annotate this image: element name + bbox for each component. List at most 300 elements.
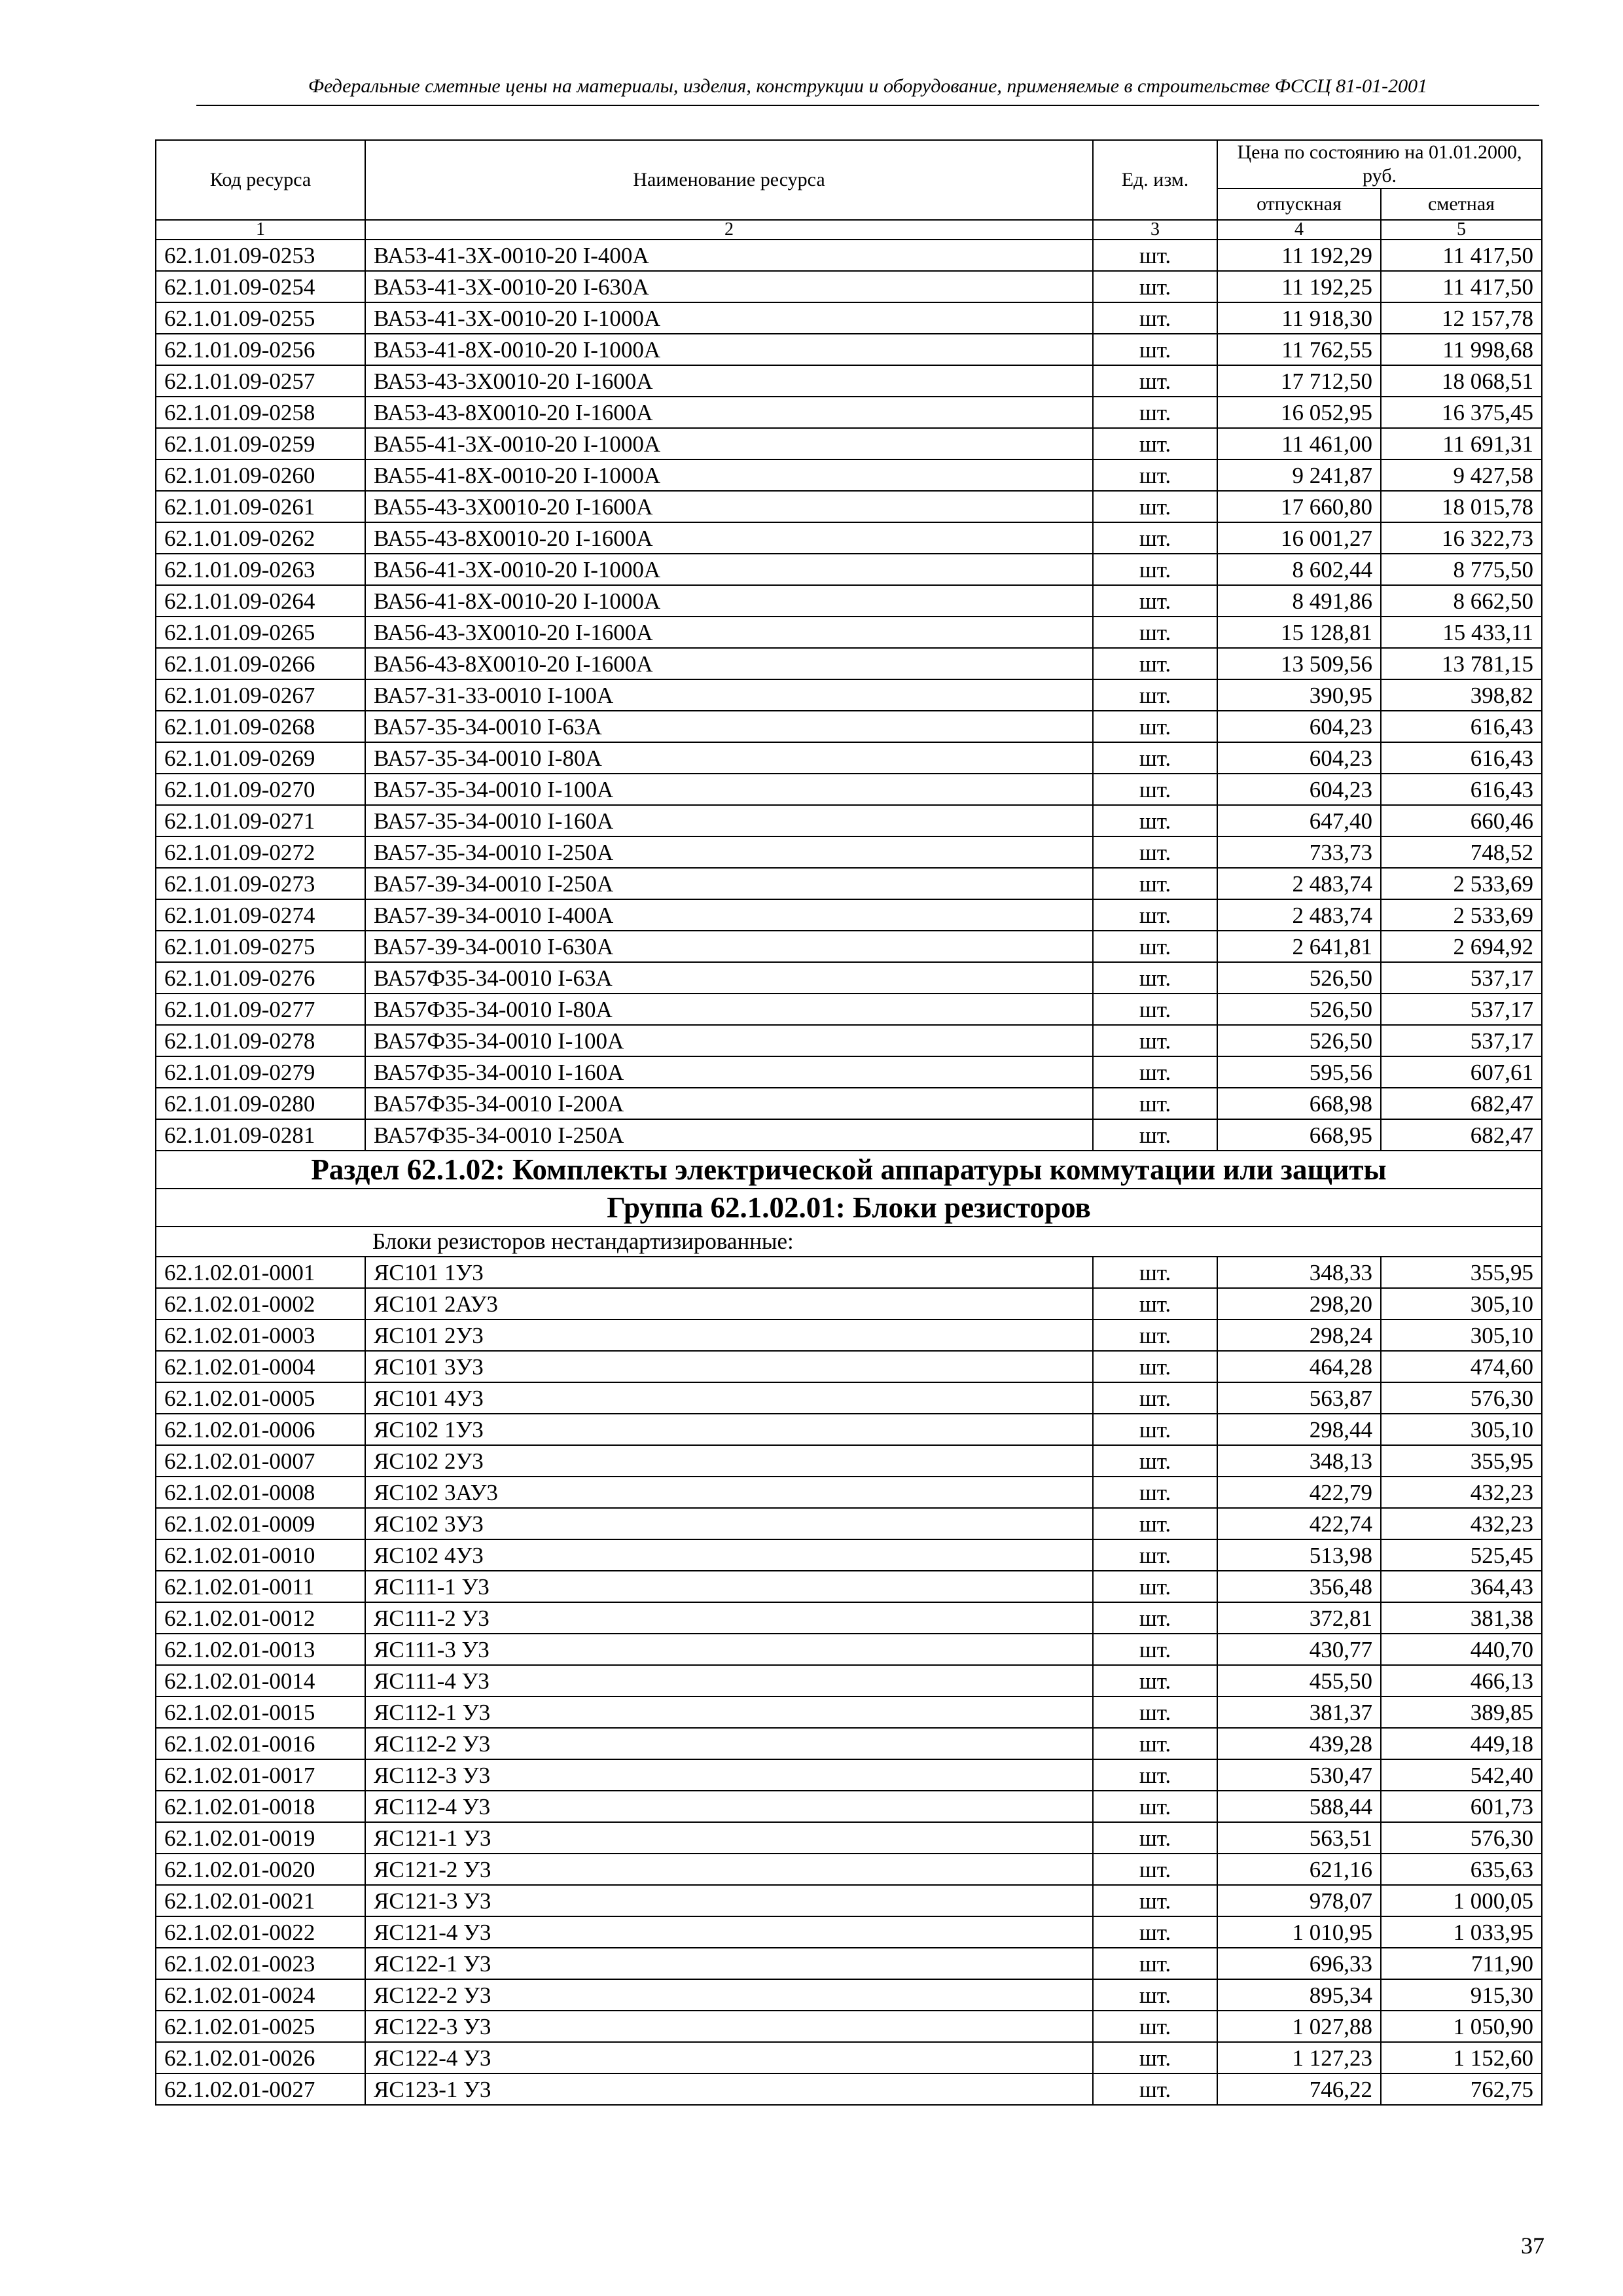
cell-name: ЯС101 4У3 (365, 1382, 1093, 1414)
table-row (156, 931, 1542, 962)
cell-release-price: 8 491,86 (1217, 585, 1381, 617)
cell-release-price: 430,77 (1217, 1634, 1381, 1665)
cell-estimate-price: 8 662,50 (1381, 585, 1542, 617)
table-row (156, 428, 1542, 459)
cell-release-price: 595,56 (1217, 1056, 1381, 1088)
column-numbers-row (156, 220, 1542, 240)
cell-code: 62.1.01.09-0273 (156, 868, 365, 899)
cell-name: ВА56-41-8Х-0010-20 I-1000А (365, 585, 1093, 617)
table-row (156, 1477, 1542, 1508)
cell-estimate-price: 601,73 (1381, 1791, 1542, 1822)
table-row (156, 1119, 1542, 1151)
cell-code: 62.1.01.09-0258 (156, 397, 365, 428)
cell-release-price: 381,37 (1217, 1696, 1381, 1728)
cell-code: 62.1.01.09-0271 (156, 805, 365, 836)
cell-unit: шт. (1093, 271, 1217, 302)
table-row (156, 679, 1542, 711)
table-row (156, 2011, 1542, 2042)
cell-name: ВА57Ф35-34-0010 I-160А (365, 1056, 1093, 1088)
cell-release-price: 978,07 (1217, 1885, 1381, 1916)
cell-name: ЯС102 4У3 (365, 1539, 1093, 1571)
cell-name: ВА56-43-8Х0010-20 I-1600А (365, 648, 1093, 679)
cell-estimate-price: 466,13 (1381, 1665, 1542, 1696)
table-row (156, 1539, 1542, 1571)
cell-name: ЯС111-1 У3 (365, 1571, 1093, 1602)
table-row (156, 1885, 1542, 1916)
cell-release-price: 604,23 (1217, 774, 1381, 805)
cell-name: ВА55-41-8Х-0010-20 I-1000А (365, 459, 1093, 491)
cell-name: ВА57Ф35-34-0010 I-200А (365, 1088, 1093, 1119)
cell-estimate-price: 576,30 (1381, 1822, 1542, 1854)
cell-unit: шт. (1093, 1088, 1217, 1119)
cell-name: ВА55-43-8Х0010-20 I-1600А (365, 522, 1093, 554)
table-row (156, 1728, 1542, 1759)
cell-code: 62.1.01.09-0266 (156, 648, 365, 679)
table-row (156, 1056, 1542, 1088)
cell-estimate-price: 616,43 (1381, 774, 1542, 805)
table-row (156, 1445, 1542, 1477)
cell-unit: шт. (1093, 1885, 1217, 1916)
cell-code: 62.1.02.01-0018 (156, 1791, 365, 1822)
cell-name: ВА57-39-34-0010 I-630А (365, 931, 1093, 962)
cell-code: 62.1.02.01-0015 (156, 1696, 365, 1728)
cell-release-price: 11 762,55 (1217, 334, 1381, 365)
cell-release-price: 298,44 (1217, 1414, 1381, 1445)
table-row (156, 742, 1542, 774)
cell-unit: шт. (1093, 1822, 1217, 1854)
cell-release-price: 563,87 (1217, 1382, 1381, 1414)
cell-unit: шт. (1093, 240, 1217, 271)
table-row (156, 2073, 1542, 2105)
cell-release-price: 895,34 (1217, 1979, 1381, 2011)
cell-code: 62.1.02.01-0008 (156, 1477, 365, 1508)
cell-estimate-price: 537,17 (1381, 994, 1542, 1025)
section-title-row (156, 1151, 1542, 1189)
cell-estimate-price: 1 050,90 (1381, 2011, 1542, 2042)
cell-estimate-price: 474,60 (1381, 1351, 1542, 1382)
cell-unit: шт. (1093, 1351, 1217, 1382)
cell-release-price: 455,50 (1217, 1665, 1381, 1696)
cell-unit: шт. (1093, 1979, 1217, 2011)
cell-name: ЯС122-4 У3 (365, 2042, 1093, 2073)
cell-release-price: 348,13 (1217, 1445, 1381, 1477)
cell-code: 62.1.01.09-0254 (156, 271, 365, 302)
cell-code: 62.1.02.01-0005 (156, 1382, 365, 1414)
group-title-row (156, 1189, 1542, 1227)
cell-unit: шт. (1093, 1665, 1217, 1696)
cell-unit: шт. (1093, 1288, 1217, 1319)
cell-estimate-price: 18 015,78 (1381, 491, 1542, 522)
table-row (156, 774, 1542, 805)
cell-code: 62.1.02.01-0011 (156, 1571, 365, 1602)
table-row (156, 1822, 1542, 1854)
table-row (156, 617, 1542, 648)
cell-release-price: 746,22 (1217, 2073, 1381, 2105)
cell-release-price: 604,23 (1217, 742, 1381, 774)
cell-estimate-price: 12 157,78 (1381, 302, 1542, 334)
cell-code: 62.1.02.01-0010 (156, 1539, 365, 1571)
cell-name: ЯС121-2 У3 (365, 1854, 1093, 1885)
cell-release-price: 2 641,81 (1217, 931, 1381, 962)
table-row (156, 397, 1542, 428)
cell-name: ЯС111-4 У3 (365, 1665, 1093, 1696)
table-row (156, 1319, 1542, 1351)
cell-estimate-price: 915,30 (1381, 1979, 1542, 2011)
cell-code: 62.1.01.09-0263 (156, 554, 365, 585)
cell-estimate-price: 1 033,95 (1381, 1916, 1542, 1948)
cell-unit: шт. (1093, 1119, 1217, 1151)
cell-estimate-price: 355,95 (1381, 1257, 1542, 1288)
cell-estimate-price: 440,70 (1381, 1634, 1542, 1665)
cell-estimate-price: 449,18 (1381, 1728, 1542, 1759)
cell-release-price: 526,50 (1217, 962, 1381, 994)
cell-release-price: 15 128,81 (1217, 617, 1381, 648)
cell-name: ВА55-41-3Х-0010-20 I-1000А (365, 428, 1093, 459)
cell-code: 62.1.01.09-0270 (156, 774, 365, 805)
cell-code: 62.1.02.01-0023 (156, 1948, 365, 1979)
table-row (156, 1979, 1542, 2011)
cell-name: ВА57-39-34-0010 I-250А (365, 868, 1093, 899)
cell-code: 62.1.02.01-0012 (156, 1602, 365, 1634)
cell-name: ЯС112-3 У3 (365, 1759, 1093, 1791)
cell-unit: шт. (1093, 711, 1217, 742)
cell-unit: шт. (1093, 302, 1217, 334)
table-row (156, 271, 1542, 302)
cell-release-price: 390,95 (1217, 679, 1381, 711)
cell-code: 62.1.02.01-0027 (156, 2073, 365, 2105)
cell-code: 62.1.02.01-0003 (156, 1319, 365, 1351)
column-header-unit: Ед. изм. (1093, 140, 1217, 220)
table-row (156, 836, 1542, 868)
cell-name: ЯС111-2 У3 (365, 1602, 1093, 1634)
table-row (156, 1634, 1542, 1665)
cell-code: 62.1.02.01-0026 (156, 2042, 365, 2073)
cell-unit: шт. (1093, 774, 1217, 805)
table-body-section-02 (156, 1257, 1542, 2105)
table-row (156, 1854, 1542, 1885)
cell-release-price: 11 192,29 (1217, 240, 1381, 271)
cell-release-price: 422,74 (1217, 1508, 1381, 1539)
cell-unit: шт. (1093, 1916, 1217, 1948)
table-row (156, 1948, 1542, 1979)
cell-unit: шт. (1093, 1539, 1217, 1571)
cell-estimate-price: 381,38 (1381, 1602, 1542, 1634)
cell-unit: шт. (1093, 836, 1217, 868)
cell-unit: шт. (1093, 1759, 1217, 1791)
cell-unit: шт. (1093, 585, 1217, 617)
cell-unit: шт. (1093, 1025, 1217, 1056)
cell-code: 62.1.01.09-0264 (156, 585, 365, 617)
cell-name: ЯС101 2АУ3 (365, 1288, 1093, 1319)
cell-name: ЯС112-1 У3 (365, 1696, 1093, 1728)
cell-name: ЯС101 2У3 (365, 1319, 1093, 1351)
cell-name: ЯС123-1 У3 (365, 2073, 1093, 2105)
cell-unit: шт. (1093, 1056, 1217, 1088)
column-number: 4 (1217, 220, 1381, 240)
cell-release-price: 9 241,87 (1217, 459, 1381, 491)
column-header-name: Наименование ресурса (365, 140, 1093, 220)
cell-name: ЯС111-3 У3 (365, 1634, 1093, 1665)
cell-code: 62.1.01.09-0260 (156, 459, 365, 491)
cell-estimate-price: 748,52 (1381, 836, 1542, 868)
cell-code: 62.1.01.09-0272 (156, 836, 365, 868)
cell-release-price: 588,44 (1217, 1791, 1381, 1822)
cell-release-price: 2 483,74 (1217, 868, 1381, 899)
cell-code: 62.1.02.01-0025 (156, 2011, 365, 2042)
cell-estimate-price: 711,90 (1381, 1948, 1542, 1979)
cell-release-price: 526,50 (1217, 1025, 1381, 1056)
cell-name: ВА53-41-3Х-0010-20 I-1000А (365, 302, 1093, 334)
column-number: 5 (1381, 220, 1542, 240)
cell-name: ВА57-35-34-0010 I-80А (365, 742, 1093, 774)
cell-name: ВА53-43-3Х0010-20 I-1600А (365, 365, 1093, 397)
cell-estimate-price: 660,46 (1381, 805, 1542, 836)
cell-unit: шт. (1093, 1696, 1217, 1728)
cell-release-price: 647,40 (1217, 805, 1381, 836)
cell-name: ВА53-41-8Х-0010-20 I-1000А (365, 334, 1093, 365)
cell-name: ВА53-41-3Х-0010-20 I-400А (365, 240, 1093, 271)
cell-release-price: 604,23 (1217, 711, 1381, 742)
cell-unit: шт. (1093, 554, 1217, 585)
cell-code: 62.1.02.01-0009 (156, 1508, 365, 1539)
table-row (156, 334, 1542, 365)
cell-estimate-price: 389,85 (1381, 1696, 1542, 1728)
cell-code: 62.1.01.09-0279 (156, 1056, 365, 1088)
subheading: Блоки резисторов нестандартизированные: (156, 1227, 1542, 1257)
column-number: 1 (156, 220, 365, 240)
cell-estimate-price: 364,43 (1381, 1571, 1542, 1602)
table-row (156, 459, 1542, 491)
cell-unit: шт. (1093, 1319, 1217, 1351)
cell-unit: шт. (1093, 931, 1217, 962)
cell-estimate-price: 9 427,58 (1381, 459, 1542, 491)
table-row (156, 1288, 1542, 1319)
cell-release-price: 356,48 (1217, 1571, 1381, 1602)
cell-estimate-price: 11 691,31 (1381, 428, 1542, 459)
cell-estimate-price: 2 533,69 (1381, 868, 1542, 899)
cell-name: ВА57-31-33-0010 I-100А (365, 679, 1093, 711)
cell-estimate-price: 305,10 (1381, 1319, 1542, 1351)
table-row (156, 302, 1542, 334)
cell-estimate-price: 398,82 (1381, 679, 1542, 711)
cell-name: ВА57Ф35-34-0010 I-250А (365, 1119, 1093, 1151)
cell-release-price: 16 052,95 (1217, 397, 1381, 428)
cell-name: ВА53-43-8Х0010-20 I-1600А (365, 397, 1093, 428)
cell-name: ВА57-39-34-0010 I-400А (365, 899, 1093, 931)
cell-estimate-price: 576,30 (1381, 1382, 1542, 1414)
cell-name: ЯС122-2 У3 (365, 1979, 1093, 2011)
cell-estimate-price: 13 781,15 (1381, 648, 1542, 679)
table-row (156, 1696, 1542, 1728)
cell-release-price: 298,24 (1217, 1319, 1381, 1351)
cell-code: 62.1.01.09-0275 (156, 931, 365, 962)
table-row (156, 868, 1542, 899)
table-row (156, 1025, 1542, 1056)
cell-code: 62.1.01.09-0278 (156, 1025, 365, 1056)
cell-name: ЯС102 1У3 (365, 1414, 1093, 1445)
cell-estimate-price: 432,23 (1381, 1508, 1542, 1539)
cell-code: 62.1.02.01-0017 (156, 1759, 365, 1791)
cell-release-price: 298,20 (1217, 1288, 1381, 1319)
cell-release-price: 439,28 (1217, 1728, 1381, 1759)
cell-unit: шт. (1093, 1854, 1217, 1885)
cell-code: 62.1.02.01-0014 (156, 1665, 365, 1696)
cell-name: ЯС102 2У3 (365, 1445, 1093, 1477)
table-row (156, 1791, 1542, 1822)
cell-estimate-price: 16 322,73 (1381, 522, 1542, 554)
cell-code: 62.1.01.09-0280 (156, 1088, 365, 1119)
cell-code: 62.1.02.01-0004 (156, 1351, 365, 1382)
cell-unit: шт. (1093, 868, 1217, 899)
cell-estimate-price: 2 533,69 (1381, 899, 1542, 931)
cell-release-price: 17 660,80 (1217, 491, 1381, 522)
table-row (156, 491, 1542, 522)
cell-release-price: 348,33 (1217, 1257, 1381, 1288)
cell-code: 62.1.01.09-0262 (156, 522, 365, 554)
cell-estimate-price: 305,10 (1381, 1288, 1542, 1319)
cell-unit: шт. (1093, 1602, 1217, 1634)
table-row (156, 805, 1542, 836)
cell-unit: шт. (1093, 1791, 1217, 1822)
cell-name: ВА57Ф35-34-0010 I-63А (365, 962, 1093, 994)
cell-code: 62.1.01.09-0253 (156, 240, 365, 271)
column-number: 3 (1093, 220, 1217, 240)
cell-name: ВА57-35-34-0010 I-160А (365, 805, 1093, 836)
cell-estimate-price: 682,47 (1381, 1088, 1542, 1119)
cell-name: ЯС121-1 У3 (365, 1822, 1093, 1854)
cell-name: ВА57Ф35-34-0010 I-80А (365, 994, 1093, 1025)
column-header-release-price: отпускная (1217, 188, 1381, 220)
table-row (156, 1351, 1542, 1382)
cell-estimate-price: 16 375,45 (1381, 397, 1542, 428)
cell-code: 62.1.02.01-0024 (156, 1979, 365, 2011)
cell-release-price: 372,81 (1217, 1602, 1381, 1634)
cell-unit: шт. (1093, 742, 1217, 774)
cell-release-price: 526,50 (1217, 994, 1381, 1025)
cell-release-price: 621,16 (1217, 1854, 1381, 1885)
cell-unit: шт. (1093, 648, 1217, 679)
cell-release-price: 2 483,74 (1217, 899, 1381, 931)
cell-estimate-price: 616,43 (1381, 742, 1542, 774)
cell-release-price: 1 127,23 (1217, 2042, 1381, 2073)
cell-code: 62.1.02.01-0013 (156, 1634, 365, 1665)
cell-estimate-price: 1 152,60 (1381, 2042, 1542, 2073)
cell-code: 62.1.01.09-0255 (156, 302, 365, 334)
cell-estimate-price: 18 068,51 (1381, 365, 1542, 397)
cell-name: ЯС112-2 У3 (365, 1728, 1093, 1759)
cell-unit: шт. (1093, 1508, 1217, 1539)
cell-estimate-price: 432,23 (1381, 1477, 1542, 1508)
cell-estimate-price: 2 694,92 (1381, 931, 1542, 962)
cell-unit: шт. (1093, 334, 1217, 365)
cell-name: ВА57-35-34-0010 I-250А (365, 836, 1093, 868)
cell-code: 62.1.01.09-0276 (156, 962, 365, 994)
table-row (156, 1759, 1542, 1791)
table-row (156, 1602, 1542, 1634)
cell-estimate-price: 542,40 (1381, 1759, 1542, 1791)
cell-name: ВА57-35-34-0010 I-100А (365, 774, 1093, 805)
cell-release-price: 11 461,00 (1217, 428, 1381, 459)
cell-estimate-price: 525,45 (1381, 1539, 1542, 1571)
document-header-title: Федеральные сметные цены на материалы, изделия, конструкции и оборудование, применяемые в строительстве ФССЦ 81-01-2001 (308, 75, 1428, 97)
cell-code: 62.1.02.01-0002 (156, 1288, 365, 1319)
cell-unit: шт. (1093, 1414, 1217, 1445)
cell-unit: шт. (1093, 1382, 1217, 1414)
column-header-price-group: Цена по состоянию на 01.01.2000, руб. (1217, 140, 1542, 188)
price-table (155, 139, 1543, 2106)
table-row (156, 2042, 1542, 2073)
cell-release-price: 8 602,44 (1217, 554, 1381, 585)
cell-name: ЯС102 3АУ3 (365, 1477, 1093, 1508)
cell-unit: шт. (1093, 962, 1217, 994)
cell-code: 62.1.01.09-0261 (156, 491, 365, 522)
cell-name: ЯС121-4 У3 (365, 1916, 1093, 1948)
cell-code: 62.1.01.09-0267 (156, 679, 365, 711)
cell-unit: шт. (1093, 1634, 1217, 1665)
cell-unit: шт. (1093, 1445, 1217, 1477)
cell-name: ЯС101 3У3 (365, 1351, 1093, 1382)
cell-unit: шт. (1093, 428, 1217, 459)
table-row (156, 994, 1542, 1025)
table-row (156, 962, 1542, 994)
subheading-row (156, 1227, 1542, 1257)
table-row (156, 648, 1542, 679)
table-row (156, 1665, 1542, 1696)
cell-name: ВА57-35-34-0010 I-63А (365, 711, 1093, 742)
cell-code: 62.1.01.09-0256 (156, 334, 365, 365)
cell-release-price: 513,98 (1217, 1539, 1381, 1571)
cell-unit: шт. (1093, 994, 1217, 1025)
cell-release-price: 11 918,30 (1217, 302, 1381, 334)
table-row (156, 1508, 1542, 1539)
cell-release-price: 1 027,88 (1217, 2011, 1381, 2042)
cell-code: 62.1.01.09-0268 (156, 711, 365, 742)
cell-code: 62.1.01.09-0281 (156, 1119, 365, 1151)
cell-estimate-price: 762,75 (1381, 2073, 1542, 2105)
cell-estimate-price: 11 998,68 (1381, 334, 1542, 365)
page-number: 37 (1521, 2233, 1544, 2259)
cell-release-price: 464,28 (1217, 1351, 1381, 1382)
cell-release-price: 668,95 (1217, 1119, 1381, 1151)
cell-code: 62.1.02.01-0007 (156, 1445, 365, 1477)
cell-unit: шт. (1093, 805, 1217, 836)
cell-name: ВА55-43-3Х0010-20 I-1600А (365, 491, 1093, 522)
table-row (156, 1414, 1542, 1445)
cell-code: 62.1.02.01-0021 (156, 1885, 365, 1916)
cell-unit: шт. (1093, 1257, 1217, 1288)
cell-release-price: 11 192,25 (1217, 271, 1381, 302)
cell-name: ВА56-41-3Х-0010-20 I-1000А (365, 554, 1093, 585)
cell-name: ЯС112-4 У3 (365, 1791, 1093, 1822)
section-headings (156, 1151, 1542, 1257)
table-row (156, 1088, 1542, 1119)
cell-unit: шт. (1093, 397, 1217, 428)
cell-release-price: 1 010,95 (1217, 1916, 1381, 1948)
cell-unit: шт. (1093, 679, 1217, 711)
table-row (156, 240, 1542, 271)
cell-estimate-price: 635,63 (1381, 1854, 1542, 1885)
cell-release-price: 17 712,50 (1217, 365, 1381, 397)
cell-estimate-price: 355,95 (1381, 1445, 1542, 1477)
table-row (156, 365, 1542, 397)
table-row (156, 1382, 1542, 1414)
table-row (156, 585, 1542, 617)
cell-estimate-price: 607,61 (1381, 1056, 1542, 1088)
cell-estimate-price: 537,17 (1381, 962, 1542, 994)
cell-estimate-price: 1 000,05 (1381, 1885, 1542, 1916)
cell-name: ВА56-43-3Х0010-20 I-1600А (365, 617, 1093, 648)
cell-name: ЯС101 1У3 (365, 1257, 1093, 1288)
